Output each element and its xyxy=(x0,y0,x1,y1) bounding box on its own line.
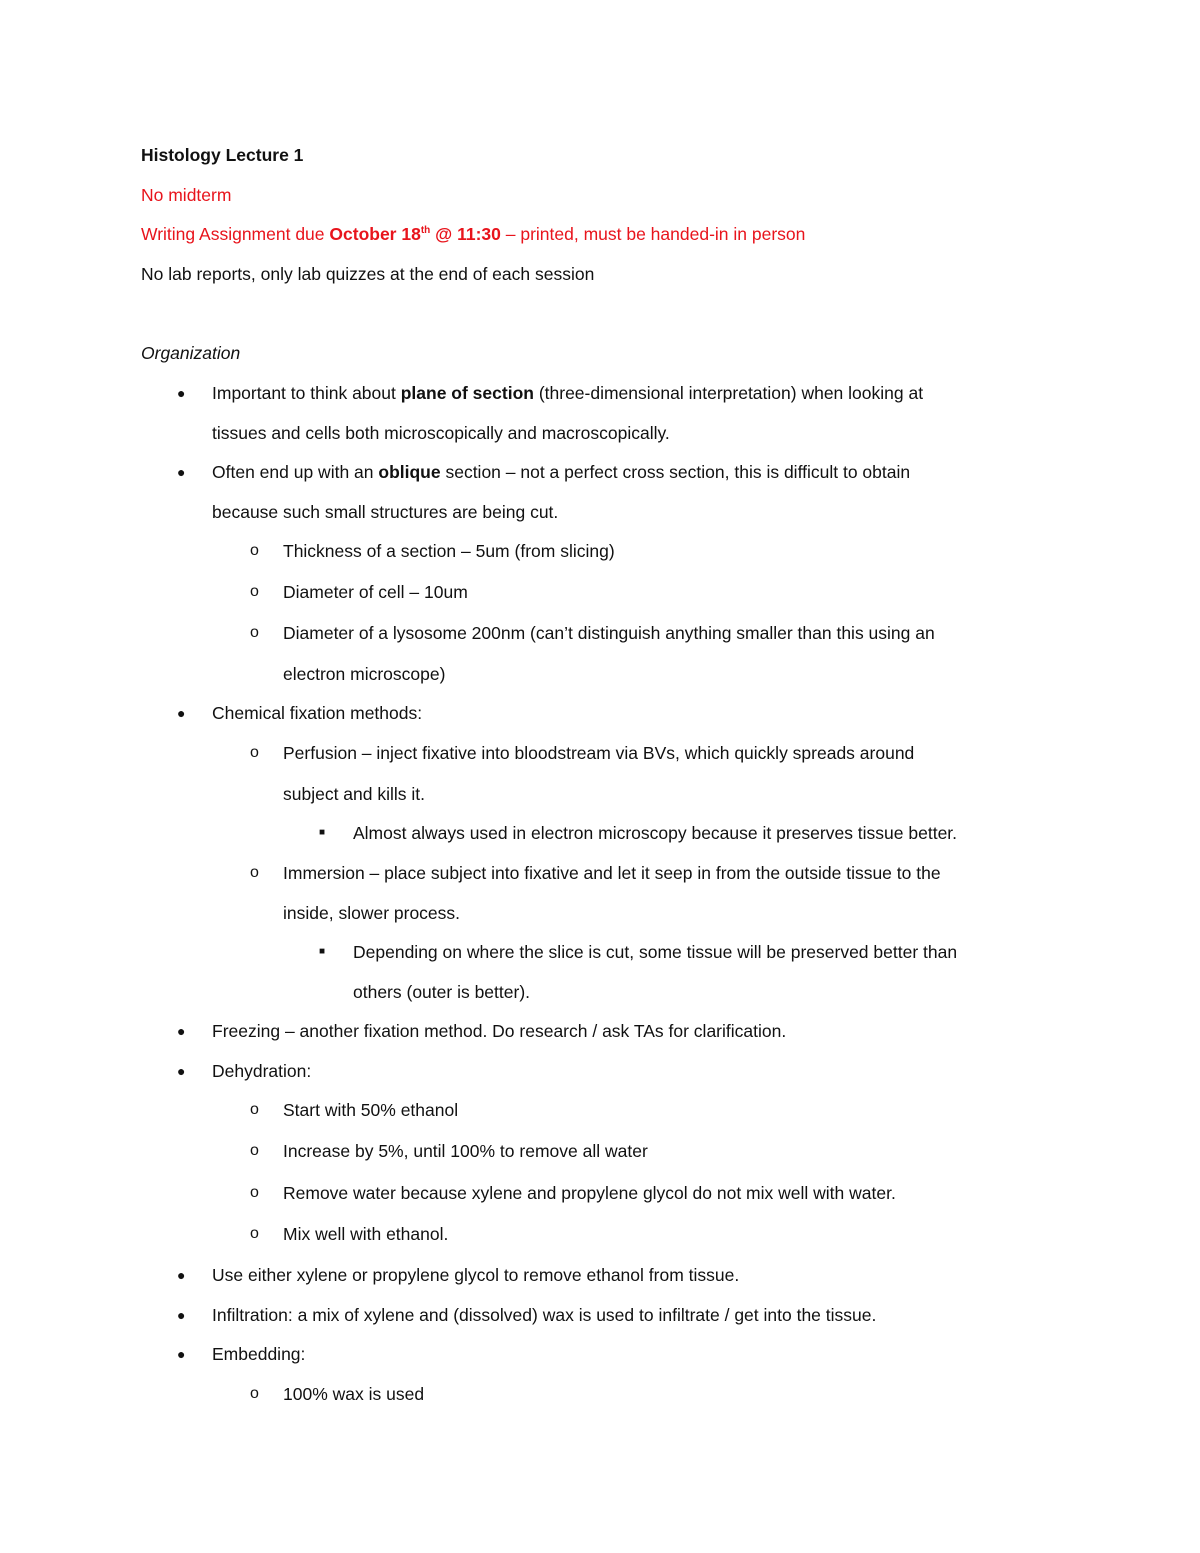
list-item-text: (three-dimensional interpretation) when looking at xyxy=(533,383,924,403)
bullet-icon: ● xyxy=(177,1063,186,1079)
sub-sub-list-item: Almost always used in electron microscopy because it preserves tissue better. xyxy=(353,823,958,843)
sub-bullet-icon: o xyxy=(250,864,259,881)
lab-notice: No lab reports, only lab quizzes at the end of each session xyxy=(141,264,595,284)
sub-list-item: Start with 50% ethanol xyxy=(283,1100,459,1120)
bullet-icon: ● xyxy=(177,464,186,480)
sub-list-item-continuation: subject and kills it. xyxy=(283,784,426,804)
bullet-icon: ● xyxy=(177,705,186,721)
square-bullet-icon: ■ xyxy=(319,946,326,957)
sub-bullet-icon: o xyxy=(250,583,259,600)
list-item: Chemical fixation methods: xyxy=(212,703,423,723)
list-item-text: Important to think about xyxy=(212,383,401,403)
sub-bullet-icon: o xyxy=(250,1101,259,1118)
sub-list-item: Immersion – place subject into fixative and let it seep in from the outside tissue to the xyxy=(283,863,941,883)
sub-list-item: Increase by 5%, until 100% to remove all water xyxy=(283,1141,648,1161)
sub-bullet-icon: o xyxy=(250,744,259,761)
list-item: Use either xylene or propylene glycol to remove ethanol from tissue. xyxy=(212,1265,740,1285)
list-item-text: Often end up with an xyxy=(212,462,379,482)
sub-bullet-icon: o xyxy=(250,1184,259,1201)
bullet-icon: ● xyxy=(177,1267,186,1283)
list-item-continuation: because such small structures are being cut. xyxy=(212,502,559,522)
writing-date: October 18 xyxy=(329,224,421,244)
writing-date-suffix: th xyxy=(420,225,431,236)
list-item xyxy=(212,461,910,483)
sub-list-item: Mix well with ethanol. xyxy=(283,1224,449,1244)
midterm-notice: No midterm xyxy=(141,185,232,205)
writing-prefix: Writing Assignment due xyxy=(141,224,330,244)
sub-bullet-icon: o xyxy=(250,1225,259,1242)
list-item: Infiltration: a mix of xylene and (dissolved) wax is used to infiltrate / get into the tissue. xyxy=(212,1305,877,1325)
sub-bullet-icon: o xyxy=(250,1142,259,1159)
bullet-icon: ● xyxy=(177,385,186,401)
sub-list-item-continuation: electron microscope) xyxy=(283,664,446,684)
bullet-icon: ● xyxy=(177,1307,186,1323)
sub-list-item: Thickness of a section – 5um (from slicing) xyxy=(283,541,615,561)
sub-bullet-icon: o xyxy=(250,542,259,559)
sub-sub-list-item-continuation: others (outer is better). xyxy=(353,982,531,1002)
sub-list-item: Diameter of cell – 10um xyxy=(283,582,468,602)
list-item-bold: oblique xyxy=(378,462,441,482)
sub-bullet-icon: o xyxy=(250,624,259,641)
list-item-continuation: tissues and cells both microscopically and macroscopically. xyxy=(212,423,670,443)
sub-list-item: 100% wax is used xyxy=(283,1384,425,1404)
writing-assignment-notice xyxy=(141,223,805,245)
section-heading: Organization xyxy=(141,343,241,363)
sub-list-item: Diameter of a lysosome 200nm (can’t distinguish anything smaller than this using an xyxy=(283,623,935,643)
sub-sub-list-item: Depending on where the slice is cut, some tissue will be preserved better than xyxy=(353,942,958,962)
list-item: Freezing – another fixation method. Do research / ask TAs for clarification. xyxy=(212,1021,787,1041)
list-item xyxy=(212,382,923,404)
writing-time: @ 11:30 xyxy=(430,224,501,244)
sub-list-item: Remove water because xylene and propylene glycol do not mix well with water. xyxy=(283,1183,896,1203)
list-item: Embedding: xyxy=(212,1344,306,1364)
document-title: Histology Lecture 1 xyxy=(141,145,304,165)
sub-list-item: Perfusion – inject fixative into bloodstream via BVs, which quickly spreads around xyxy=(283,743,915,763)
sub-list-item-continuation: inside, slower process. xyxy=(283,903,461,923)
writing-suffix: – printed, must be handed-in in person xyxy=(500,224,806,244)
list-item-text: section – not a perfect cross section, this is difficult to obtain xyxy=(440,462,911,482)
bullet-icon: ● xyxy=(177,1346,186,1362)
list-item: Dehydration: xyxy=(212,1061,312,1081)
square-bullet-icon: ■ xyxy=(319,827,326,838)
bullet-icon: ● xyxy=(177,1023,186,1039)
list-item-bold: plane of section xyxy=(400,383,534,403)
sub-bullet-icon: o xyxy=(250,1385,259,1402)
